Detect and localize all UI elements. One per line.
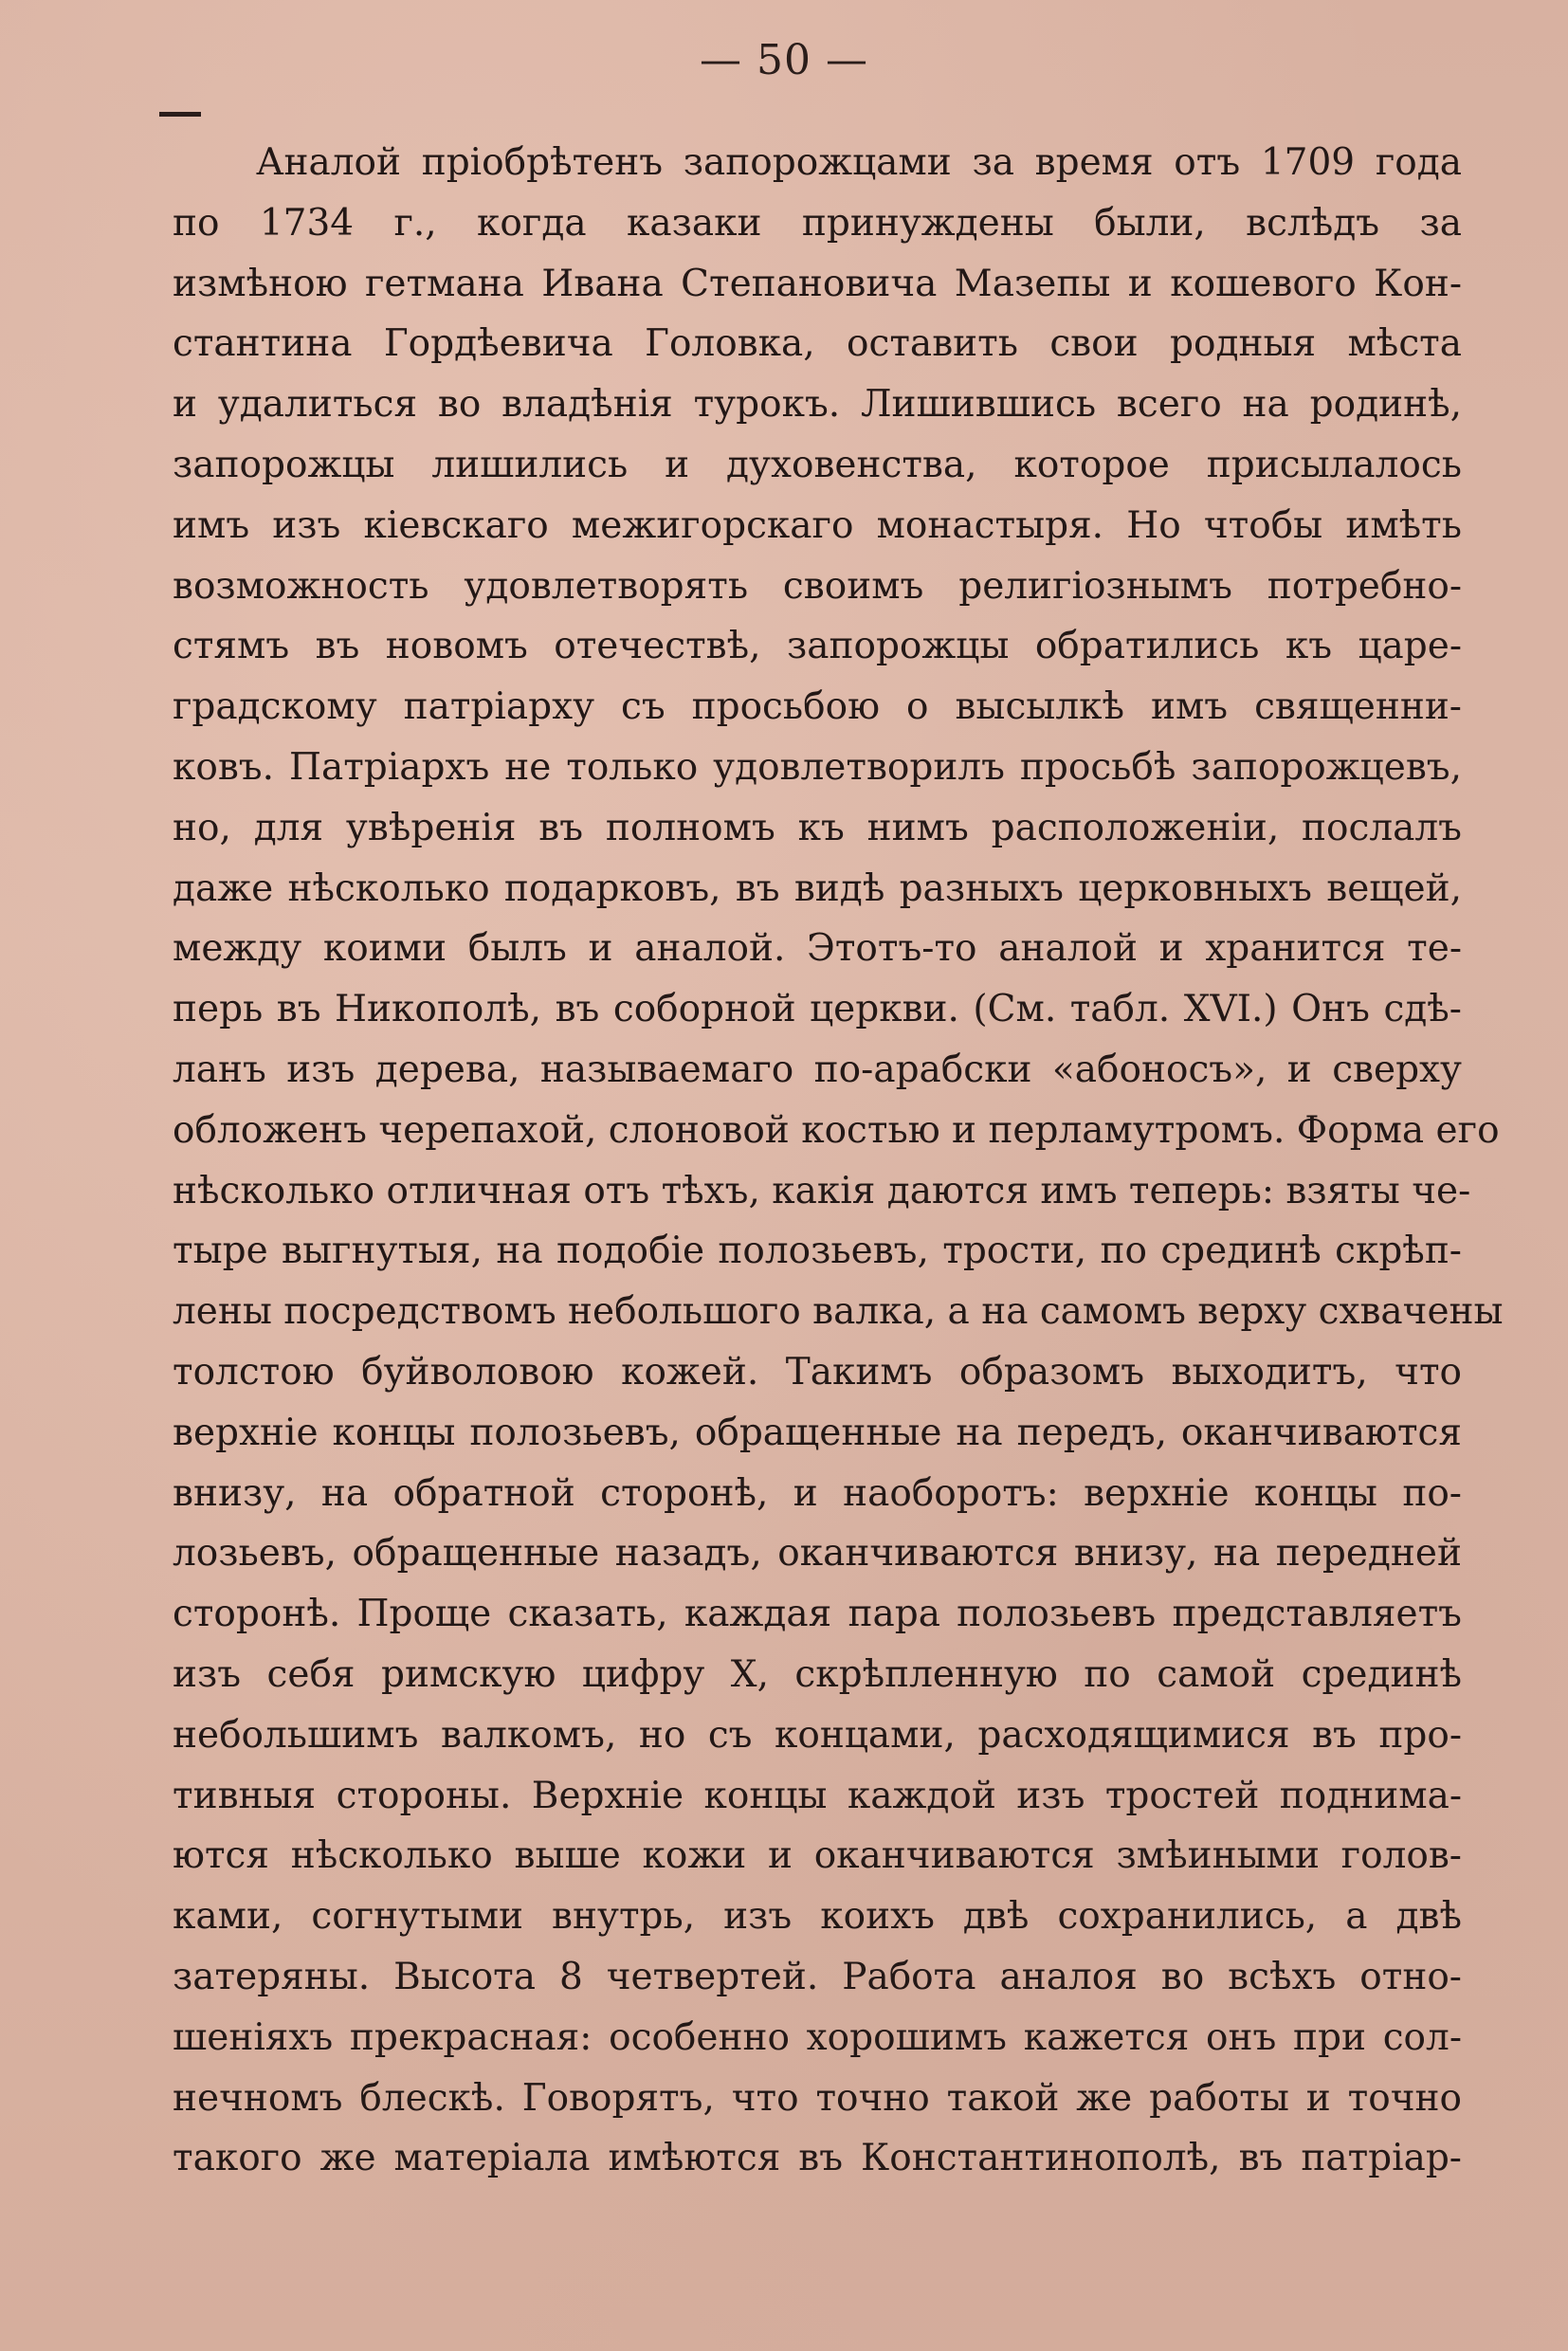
text-line: затеряны. Высота 8 четвертей. Работа аналоя во всѣхъ отно-: [173, 1955, 1462, 1998]
text-line: измѣною гетмана Ивана Степановича Мазепы и кошевого Кон-: [173, 262, 1462, 305]
text-line: и удалиться во владѣнія турокъ. Лишившись всего на родинѣ,: [173, 383, 1462, 427]
text-line: стантина Гордѣевича Головка, оставить свои родныя мѣста: [173, 322, 1462, 366]
text-line: запорожцы лишились и духовенства, которое присылалось: [173, 443, 1462, 486]
text-line: возможность удовлетворять своимъ религіознымъ потребно-: [173, 564, 1462, 608]
text-line: обложенъ черепахой, слоновой костью и перламутромъ. Форма его: [173, 1108, 1500, 1152]
text-line: ланъ изъ дерева, называемаго по-арабски «абоносъ», и сверху: [173, 1048, 1462, 1091]
text-line: ками, согнутыми внутрь, изъ коихъ двѣ сохранились, а двѣ: [173, 1895, 1462, 1939]
text-line: лозьевъ, обращенные назадъ, оканчиваются внизу, на передней: [173, 1532, 1462, 1576]
text-line: по 1734 г., когда казаки принуждены были, вслѣдъ за: [173, 201, 1462, 245]
margin-dash: [159, 112, 201, 117]
text-line: стямъ въ новомъ отечествѣ, запорожцы обратились къ царе-: [173, 625, 1462, 668]
text-line: имъ изъ кіевскаго межигорскаго монастыря. Но чтобы имѣть: [173, 503, 1462, 547]
text-line: ются нѣсколько выше кожи и оканчиваются змѣиными голов-: [173, 1834, 1462, 1878]
text-line: такого же матеріала имѣются въ Константинополѣ, въ патріар-: [173, 2137, 1462, 2180]
text-line: градскому патріарху съ просьбою о высылкѣ имъ священни-: [173, 685, 1462, 729]
body-text: [173, 133, 1504, 2189]
text-line: между коими былъ и аналой. Этотъ-то аналой и хранится те-: [173, 927, 1462, 971]
text-line: изъ себя римскую цифру X, скрѣпленную по самой срединѣ: [173, 1652, 1462, 1696]
text-line: тивныя стороны. Верхніе концы каждой изъ тростей поднима-: [173, 1774, 1462, 1817]
text-line: даже нѣсколько подарковъ, въ видѣ разныхъ церковныхъ вещей,: [173, 866, 1462, 910]
text-line: толстою буйволовою кожей. Такимъ образомъ выходитъ, что: [173, 1350, 1462, 1394]
text-line: Аналой пріобрѣтенъ запорожцами за время отъ 1709 года: [256, 141, 1462, 184]
page-number: — 50 —: [700, 36, 868, 84]
text-line: сторонѣ. Проще сказать, каждая пара полозьевъ представляетъ: [173, 1593, 1462, 1636]
text-line: верхніе концы полозьевъ, обращенные на передъ, оканчиваются: [173, 1411, 1462, 1454]
text-line: нѣсколько отличная отъ тѣхъ, какія даются имъ теперь: взяты че-: [173, 1169, 1471, 1212]
text-line: нечномъ блескѣ. Говорятъ, что точно такой же работы и точно: [173, 2076, 1462, 2120]
text-line: внизу, на обратной сторонѣ, и наоборотъ: верхніе концы по-: [173, 1471, 1462, 1515]
text-line: лены посредствомъ небольшого валка, а на самомъ верху схвачены: [173, 1290, 1504, 1334]
text-line: ковъ. Патріархъ не только удовлетворилъ просьбѣ запорожцевъ,: [173, 745, 1462, 789]
text-line: небольшимъ валкомъ, но съ концами, расходящимися въ про-: [173, 1713, 1462, 1757]
text-line: тыре выгнутыя, на подобіе полозьевъ, трости, по срединѣ скрѣп-: [173, 1230, 1462, 1273]
text-line: но, для увѣренія въ полномъ къ нимъ расположеніи, послалъ: [173, 806, 1462, 849]
text-line: перь въ Никополѣ, въ соборной церкви. (См. табл. XVI.) Онъ сдѣ-: [173, 988, 1462, 1031]
text-line: шеніяхъ прекрасная: особенно хорошимъ кажется онъ при сол-: [173, 2015, 1462, 2059]
